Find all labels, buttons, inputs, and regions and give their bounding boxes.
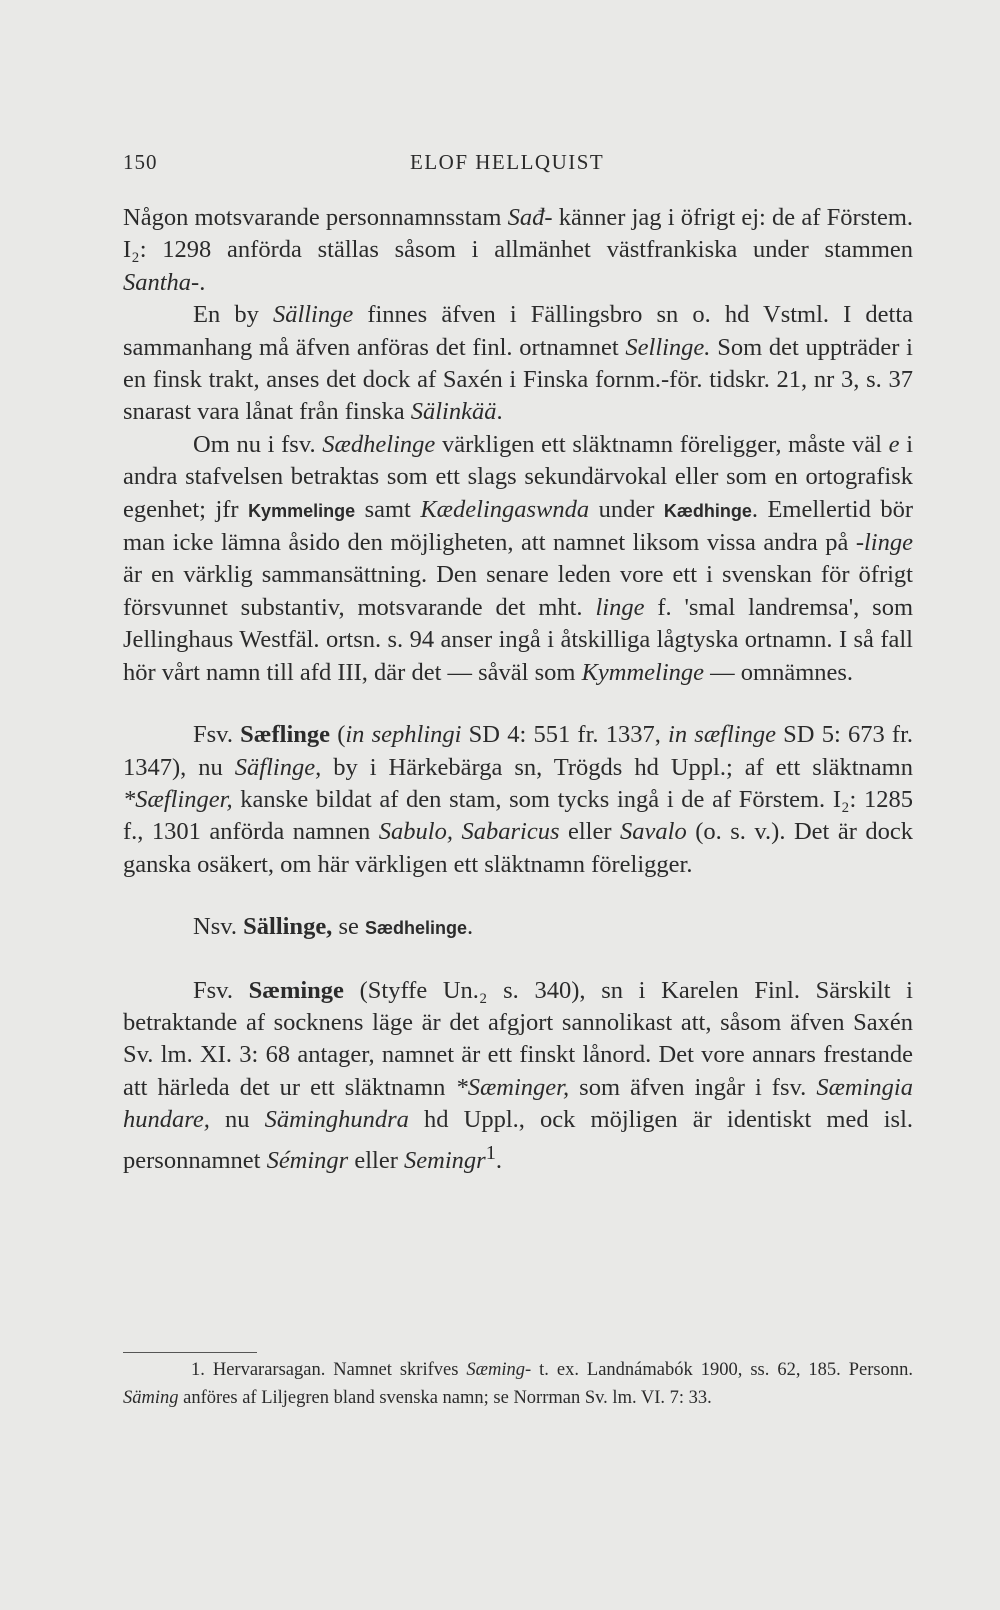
text: ( bbox=[330, 721, 346, 749]
text: Fsv. bbox=[193, 976, 249, 1004]
text: Som det uppträder i en finsk trakt, anses det dock af Saxén i Finska fornm.-för. tidskr. 21, nr 3, s. 37 snarast vara lånat från finska bbox=[123, 333, 913, 426]
text: . bbox=[495, 1146, 503, 1174]
text: under bbox=[589, 495, 664, 523]
italic-term: in sephlingi bbox=[345, 721, 462, 749]
text: (Styffe Un.₂ s. 340), sn i Karelen Finl. Särskilt i betraktande af socknens läge är det afgjort sannolikast att, såsom äfven Saxén Sv. lm. XI. 3: 68 antager, namnet är ett finskt lånord. Det vore annars frestande att härleda det ur ett släktnamn bbox=[123, 976, 913, 1101]
text: eller bbox=[348, 1146, 405, 1174]
italic-term: *Sæflinger, bbox=[123, 785, 233, 813]
italic-term: Sædhelinge bbox=[322, 430, 436, 458]
text: (o. s. v.). Det är dock ganska osäkert, om här värkligen ett släktnamn föreligger. bbox=[123, 818, 914, 878]
entry-saeminge bbox=[123, 975, 913, 1178]
italic-term: Sémingr bbox=[266, 1146, 349, 1174]
page-header bbox=[123, 150, 913, 180]
headword: Sæflinge bbox=[240, 721, 330, 749]
page-number: 150 bbox=[123, 150, 158, 174]
italic-term: Sälinkää bbox=[410, 398, 497, 426]
entry-saeflinge bbox=[123, 719, 913, 881]
footnote-rule bbox=[123, 1352, 257, 1353]
text: värkligen ett släktnamn föreligger, måste väl bbox=[435, 430, 889, 458]
text: som äfven ingår i fsv. bbox=[569, 1073, 817, 1101]
italic-term: Sellinge. bbox=[625, 333, 711, 361]
italic-term: Sabulo, Sabaricus bbox=[378, 818, 560, 846]
text: Någon motsvarande personnamnsstam bbox=[123, 204, 508, 231]
text: se bbox=[332, 913, 365, 941]
italic-term: *Sæminger, bbox=[455, 1073, 570, 1101]
text: — omnämnes. bbox=[704, 658, 854, 686]
paragraph-3 bbox=[123, 429, 913, 689]
italic-term: Säming bbox=[123, 1387, 179, 1408]
text: f. 'smal landremsa', som Jellinghaus Westfäl. ortsn. s. 94 anser ingå i åtskilliga lågtyska ortnamn. I så fall hör vårt namn till afd III, där det — såväl som bbox=[123, 593, 914, 686]
cross-reference: Kymmelinge bbox=[248, 500, 356, 521]
text: hd Uppl., ock möjligen är identiskt med isl. personnamnet bbox=[123, 1106, 913, 1174]
entry-sallinge bbox=[123, 911, 913, 944]
text: nu bbox=[209, 1106, 265, 1134]
text: t. ex. Landnámabók 1900, ss. 62, 185. Personn. bbox=[531, 1360, 914, 1380]
cross-reference: Kædhinge bbox=[663, 500, 752, 521]
text: SD 4: 551 fr. 1337, bbox=[461, 721, 669, 749]
headword: Sällinge, bbox=[243, 913, 333, 941]
italic-term: Santha- bbox=[123, 268, 200, 296]
italic-term: Sađ- bbox=[507, 204, 553, 231]
italic-term: in sæflinge bbox=[668, 721, 776, 749]
italic-term: e bbox=[888, 430, 900, 458]
headword: Sæminge bbox=[248, 976, 344, 1004]
italic-term: Semingr bbox=[404, 1146, 486, 1174]
text: Fsv. bbox=[193, 721, 241, 749]
italic-term: Savalo bbox=[620, 818, 687, 846]
text: SD 5: 673 fr. 1347), nu bbox=[123, 721, 913, 781]
running-head: ELOF HELLQUIST bbox=[410, 150, 605, 174]
italic-term: Kymmelinge bbox=[581, 658, 705, 686]
text: En by bbox=[193, 301, 273, 329]
text: finnes äfven i Fällingsbro sn o. hd Vstml. I detta sammanhang må äfven anföras det finl. ortnamnet bbox=[123, 301, 914, 361]
italic-term: linge bbox=[595, 593, 645, 621]
italic-term: Sällinge bbox=[272, 301, 354, 329]
italic-term: Säminghundra bbox=[264, 1106, 409, 1134]
paragraph-1 bbox=[123, 202, 913, 299]
text: kanske bildat af den stam, som tycks ingå i de af Förstem. I₂: 1285 f., 1301 anförda namnen bbox=[123, 785, 913, 846]
italic-term: Kædelingaswnda bbox=[420, 495, 590, 523]
italic-term: Sæmingia hundare, bbox=[123, 1073, 913, 1134]
italic-term: Sæming- bbox=[466, 1360, 532, 1380]
text: by i Härkebärga sn, Trögds hd Uppl.; af ett släktnamn bbox=[321, 753, 913, 781]
text: . bbox=[199, 268, 206, 296]
italic-term: -linge bbox=[855, 529, 913, 557]
text: anföres af Liljegren bland svenska namn; se Norrman Sv. lm. VI. 7: 33. bbox=[178, 1387, 712, 1408]
paragraph-2 bbox=[123, 299, 913, 429]
text: . bbox=[467, 913, 474, 941]
footnote bbox=[123, 1357, 913, 1412]
body-text bbox=[123, 202, 913, 1177]
text: känner jag i öfrigt ej: de af Förstem. I₂: 1298 anförda ställas såsom i allmänhet västfrankiska under stammen bbox=[123, 204, 914, 264]
text: är en värklig sammansättning. Den senare leden vore ett i svenskan för öfrigt försvunnet substantiv, motsvarande det mht. bbox=[123, 561, 913, 621]
text: . Emellertid bör man icke lämna åsido den möjligheten, att namnet liksom vissa andra på bbox=[123, 495, 913, 557]
footnote-marker: 1 bbox=[485, 1141, 496, 1164]
text: 1. Hervararsagan. Namnet skrifves bbox=[191, 1360, 467, 1380]
footnote-1 bbox=[123, 1357, 913, 1412]
text: samt bbox=[355, 495, 421, 523]
text: Om nu i fsv. bbox=[193, 430, 323, 458]
italic-term: Säflinge, bbox=[234, 753, 322, 781]
text: Nsv. bbox=[193, 913, 244, 941]
cross-reference: Sædhelinge bbox=[364, 918, 467, 939]
text: eller bbox=[559, 818, 621, 846]
text: i andra stafvelsen betraktas som ett slags sekundärvokal eller som en ortografisk egenhet; jfr bbox=[123, 430, 913, 523]
text: . bbox=[496, 398, 503, 426]
